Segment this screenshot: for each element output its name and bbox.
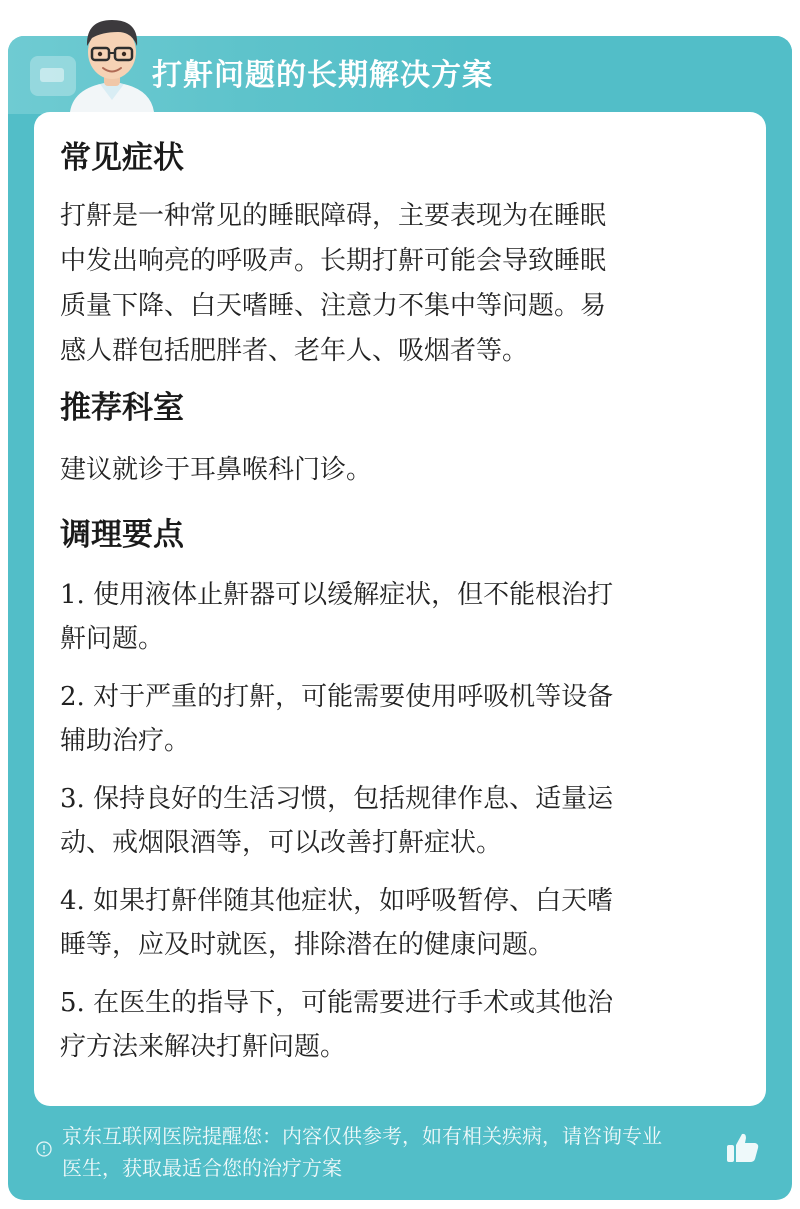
- list-text: 鼾问题。: [60, 624, 165, 654]
- care-list-item: [60, 675, 740, 763]
- care-list-item: [60, 981, 740, 1069]
- symptoms-line: 打鼾是一种常见的睡眠障碍，主要表现为在睡眠: [60, 201, 607, 231]
- disclaimer-line: 医生，获取最适合您的治疗方案: [62, 1156, 342, 1180]
- symptoms-line: 感人群包括肥胖者、老年人、吸烟者等。: [60, 336, 529, 366]
- symptoms-line: 中发出响亮的呼吸声。长期打鼾可能会导致睡眠: [60, 246, 607, 276]
- list-text: 如果打鼾伴随其他症状，如呼吸暂停、白天嗜: [84, 886, 614, 916]
- list-number: 2.: [60, 682, 85, 712]
- list-number: 1.: [60, 580, 85, 610]
- care-list-item: [60, 777, 740, 865]
- care-list-item: [60, 879, 740, 967]
- list-number: 5.: [60, 988, 85, 1018]
- list-number: 4.: [60, 886, 85, 916]
- list-text: 对于严重的打鼾，可能需要使用呼吸机等设备: [84, 682, 614, 712]
- symptoms-heading: 常见症状: [60, 140, 184, 176]
- list-text: 疗方法来解决打鼾问题。: [60, 1032, 347, 1062]
- list-text: 睡等，应及时就医，排除潜在的健康问题。: [60, 930, 555, 960]
- page-title: 打鼾问题的长期解决方案: [152, 58, 493, 93]
- care-list-item: [60, 573, 740, 661]
- care-heading: 调理要点: [60, 517, 184, 553]
- disclaimer-line: 京东互联网医院提醒您：内容仅供参考，如有相关疾病，请咨询专业: [62, 1124, 662, 1148]
- header-band: [8, 36, 792, 114]
- symptoms-line: 质量下降、白天嗜睡、注意力不集中等问题。易: [60, 291, 607, 321]
- department-text: 建议就诊于耳鼻喉科门诊。: [60, 455, 373, 485]
- list-text: 辅助治疗。: [60, 726, 191, 756]
- disclaimer: [36, 1120, 726, 1184]
- list-number: 3.: [60, 784, 85, 814]
- content-card: [34, 112, 766, 1106]
- list-text: 在医生的指导下，可能需要进行手术或其他治: [84, 988, 614, 1018]
- thumbs-up-icon[interactable]: [722, 1128, 762, 1168]
- list-text: 动、戒烟限酒等，可以改善打鼾症状。: [60, 828, 503, 858]
- list-text: 保持良好的生活习惯，包括规律作息、适量运: [84, 784, 614, 814]
- list-text: 使用液体止鼾器可以缓解症状，但不能根治打: [84, 580, 614, 610]
- article-frame: [8, 36, 792, 1200]
- department-heading: 推荐科室: [60, 390, 184, 426]
